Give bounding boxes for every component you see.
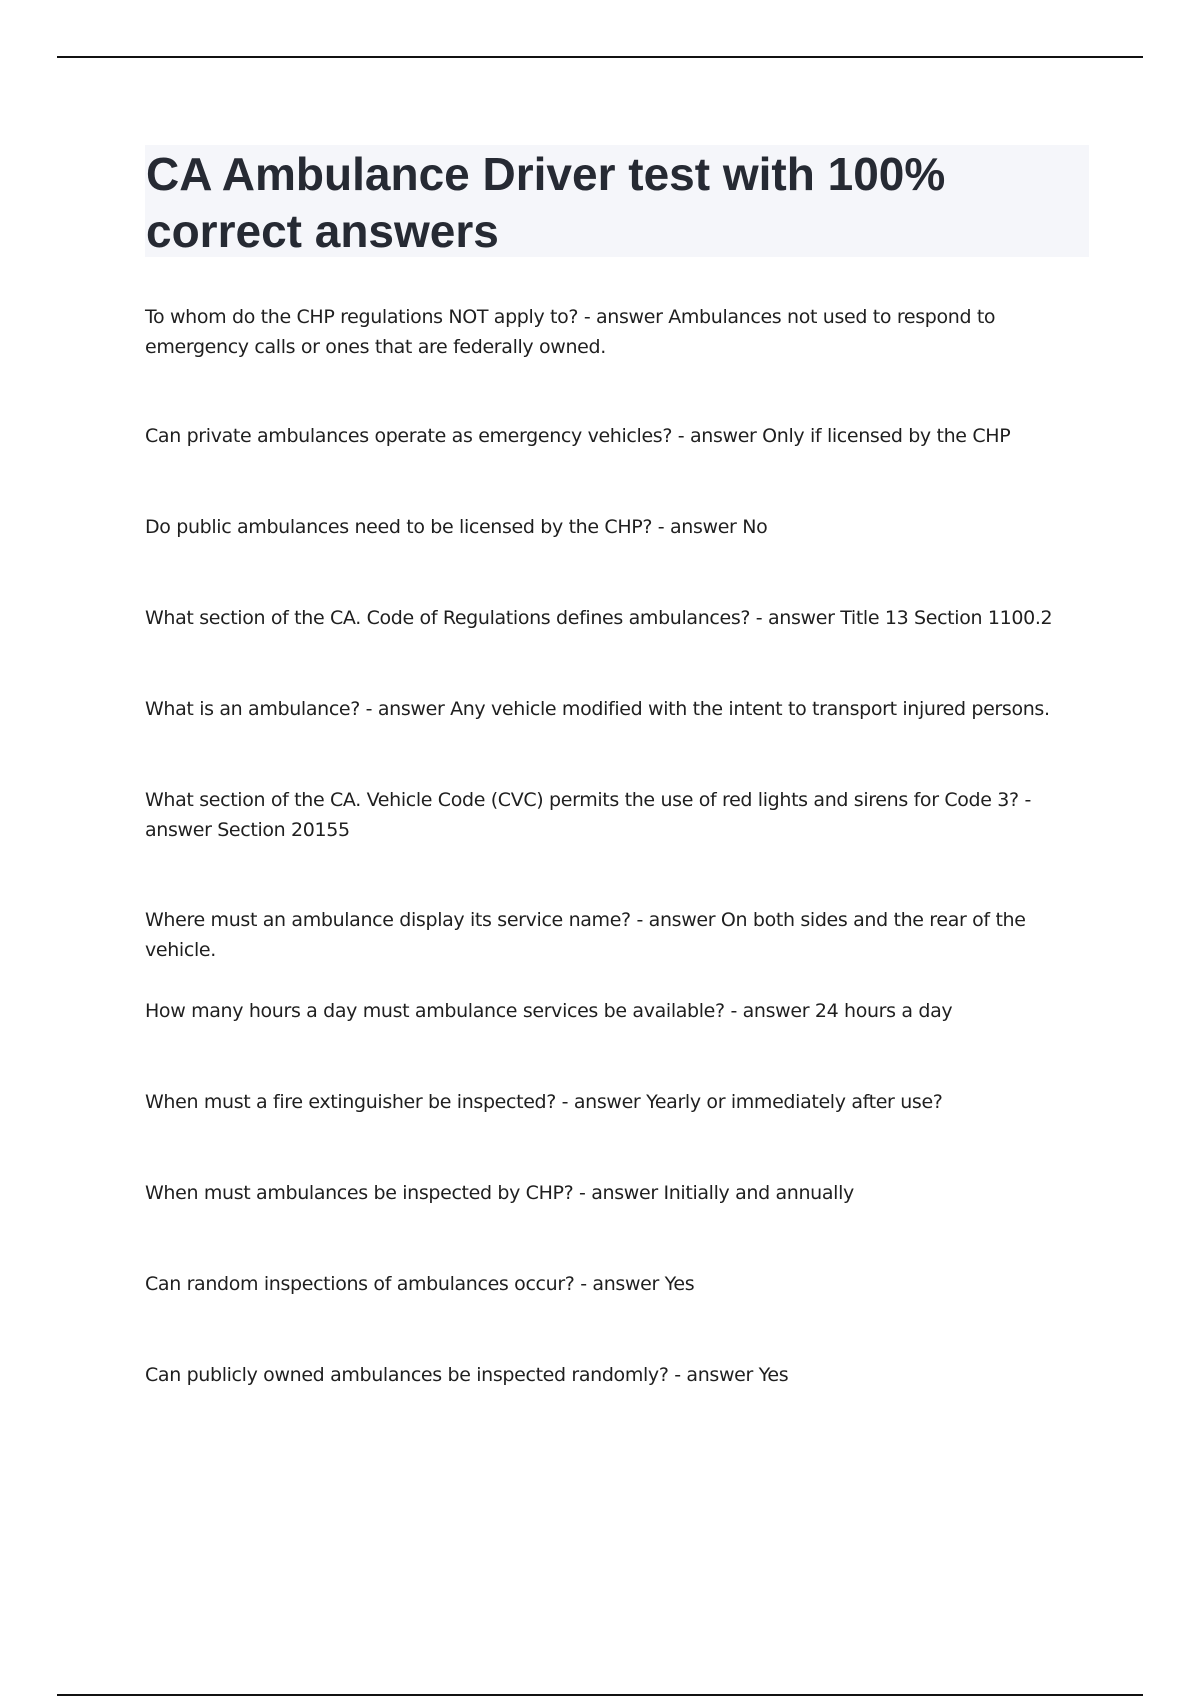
bottom-rule: [57, 1694, 1143, 1696]
page-title: CA Ambulance Driver test with 100% correct answers: [146, 148, 946, 257]
qa-item: Can publicly owned ambulances be inspected randomly? - answer Yes: [145, 1364, 789, 1386]
qa-item: When must ambulances be inspected by CHP? - answer Initially and annually: [145, 1182, 854, 1204]
top-rule: [57, 56, 1143, 58]
qa-item: Can private ambulances operate as emergency vehicles? - answer Only if licensed by the CHP: [145, 425, 1011, 447]
qa-item: What section of the CA. Code of Regulations defines ambulances? - answer Title 13 Section 1100.2: [145, 607, 1053, 629]
qa-item: What is an ambulance? - answer Any vehicle modified with the intent to transport injured persons.: [145, 698, 1050, 720]
qa-item: Do public ambulances need to be licensed by the CHP? - answer No: [145, 516, 768, 538]
qa-item: What section of the CA. Vehicle Code (CVC) permits the use of red lights and sirens for Code 3? - answer Section 20155: [145, 789, 1031, 841]
qa-item: How many hours a day must ambulance services be available? - answer 24 hours a day: [145, 1000, 953, 1022]
qa-item: Where must an ambulance display its service name? - answer On both sides and the rear of the vehicle.: [145, 909, 1026, 961]
qa-item: To whom do the CHP regulations NOT apply to? - answer Ambulances not used to respond to emergency calls or ones that are federally owned.: [145, 306, 996, 358]
qa-item: When must a fire extinguisher be inspected? - answer Yearly or immediately after use?: [145, 1091, 943, 1113]
qa-item: Can random inspections of ambulances occur? - answer Yes: [145, 1273, 695, 1295]
